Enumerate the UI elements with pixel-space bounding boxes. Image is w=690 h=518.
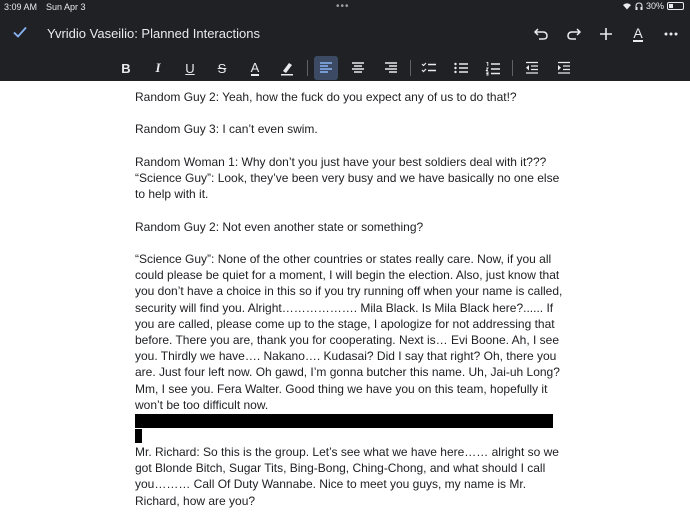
paragraph: Random Guy 2: Yeah, how the fuck do you expect any of us to do that!?: [135, 90, 517, 104]
align-left-icon[interactable]: [314, 56, 338, 80]
more-options-icon[interactable]: [661, 24, 681, 44]
status-right: [622, 1, 684, 11]
app-header: [0, 0, 690, 81]
decrease-indent-icon[interactable]: [520, 56, 544, 80]
redo-icon[interactable]: [564, 24, 584, 44]
format-toolbar: [0, 55, 690, 81]
align-right-icon[interactable]: [379, 56, 403, 80]
title-bar: [0, 20, 690, 48]
status-bar: [0, 0, 690, 14]
wifi-icon: [622, 2, 632, 10]
align-center-icon[interactable]: [346, 56, 370, 80]
undo-icon[interactable]: [531, 24, 551, 44]
numbered-list-icon[interactable]: [481, 56, 505, 80]
paragraph: Random Guy 2: Not even another state or something?: [135, 219, 424, 234]
paragraph: “Science Guy”: None of the other countries or states really care. Now, if you all could please be quiet for a moment, I will begin the election. Also, just know that you don’t have a choice in this so if you try running off when your name is called, security will find you. Alright………………. Mila Black. Is Mila Black here?...... If you are called, please come up to the stage, I apologize for not addressing that before. There you are, thank you for cooperating. Next is… Evi Boone. Ah, I see you. Thirdly we have…. Nakano…. Kudasai? Did I say that right? Oh, there you are. Just four left now. Oh gawd, I’m gonna butcher this name. Uh, Jai-uh Long? Mm, I see you. Fera Walter. Good thing we have you on this team, hopefully it won’t be too difficult now.: [135, 251, 563, 412]
document-title[interactable]: Yvridio Vaseilio: Planned Interactions: [47, 26, 260, 41]
paragraph: Mr. Richard: So this is the group. Let’s see what we have here…… alright so we got Blonde Bitch, Sugar Tits, Bing-Bong, Ching-Chong, and what should I call you……… Call Of Duty Wannabe. Nice to meet you guys, my name is Mr. Richard, how are you?: [135, 445, 559, 508]
paragraph: “Science Guy”: Look, they’ve been very busy and we have basically no one else to help with it.: [135, 170, 560, 202]
bold-button[interactable]: B: [121, 60, 131, 76]
redaction-bar: [135, 429, 142, 443]
bulleted-list-icon[interactable]: [449, 56, 473, 80]
paragraph: Random Guy 3: I can’t even swim.: [135, 122, 318, 137]
headphones-icon: [635, 2, 643, 10]
battery-icon: [667, 2, 684, 10]
increase-indent-icon[interactable]: [552, 56, 576, 80]
redaction-bar: [135, 414, 553, 428]
battery-percent: 30%: [645, 1, 664, 11]
paragraph: Random Woman 1: Why don’t you just have your best soldiers deal with it???: [135, 154, 547, 169]
checklist-icon[interactable]: [417, 56, 441, 80]
italic-button[interactable]: I: [155, 60, 161, 75]
status-time: 3:09 AM: [4, 2, 38, 12]
text-color-button[interactable]: A: [250, 59, 260, 75]
text-style-icon[interactable]: A: [633, 25, 643, 41]
toolbar-divider: [512, 60, 513, 76]
multitasking-dots-icon[interactable]: •••: [336, 1, 350, 12]
toolbar-divider: [307, 60, 308, 76]
strikethrough-button[interactable]: S: [217, 60, 227, 76]
add-icon[interactable]: [596, 24, 616, 44]
underline-button[interactable]: U: [185, 60, 195, 76]
toolbar-divider: [410, 60, 411, 76]
status-date: Sun Apr 3: [46, 2, 86, 12]
checkmark-done-icon[interactable]: [12, 24, 28, 40]
highlight-pen-icon[interactable]: [275, 56, 299, 80]
document-body[interactable]: [135, 89, 565, 509]
